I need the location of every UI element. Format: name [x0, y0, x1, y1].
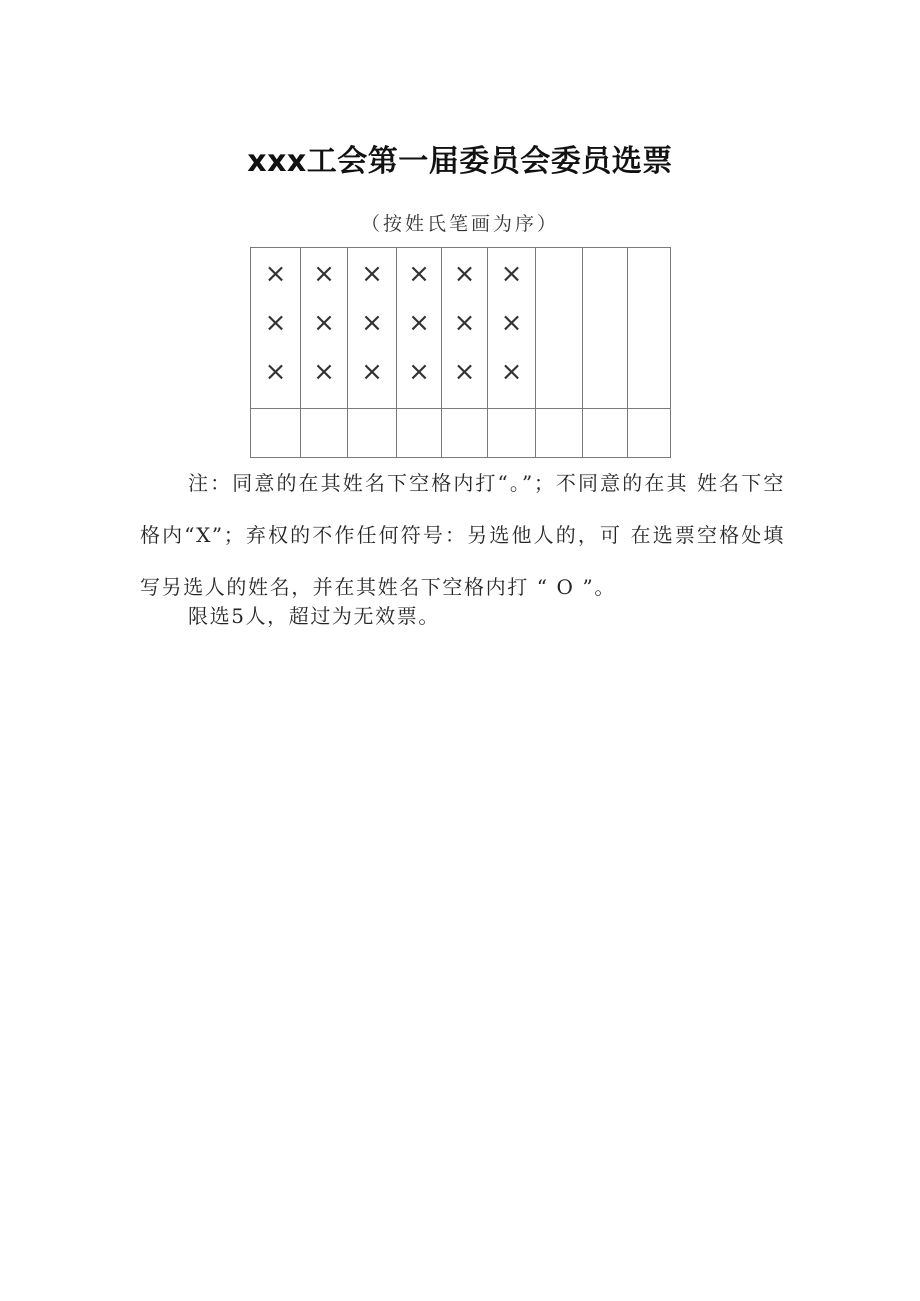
candidate-cell[interactable]	[442, 248, 488, 409]
name-placeholder: ×	[264, 357, 287, 387]
name-placeholder: ×	[453, 308, 476, 338]
write-in-name-cell[interactable]	[628, 248, 671, 409]
vote-mark-cell[interactable]	[442, 409, 488, 458]
ballot-table	[250, 247, 671, 458]
name-placeholder: ×	[453, 357, 476, 387]
candidate-cell[interactable]	[488, 248, 536, 409]
candidate-cell[interactable]	[348, 248, 397, 409]
name-placeholder: ×	[500, 308, 523, 338]
candidate-name-row	[251, 248, 671, 409]
voting-instructions: 注：同意的在其姓名下空格内打“。”；不同意的在其 姓名下空格内“X”；弃权的不作任何符号：另选他人的，可 在选票空格处填写另选人的姓名，并在其姓名下空格内打 “ O ”。	[140, 471, 785, 599]
vote-mark-cell[interactable]	[348, 409, 397, 458]
document-title: xxx工会第一届委员会委员选票	[247, 144, 673, 179]
name-placeholder: ×	[408, 357, 430, 387]
vote-mark-cell[interactable]	[397, 409, 442, 458]
name-placeholder: ×	[361, 357, 383, 387]
vote-mark-cell[interactable]	[488, 409, 536, 458]
vote-mark-cell[interactable]	[536, 409, 583, 458]
selection-limit-note: 限选5人，超过为无效票。	[188, 604, 440, 628]
vote-mark-row	[251, 409, 671, 458]
name-placeholder: ×	[453, 259, 476, 289]
name-placeholder: ×	[313, 357, 335, 387]
candidate-cell[interactable]	[251, 248, 301, 409]
vote-mark-cell[interactable]	[583, 409, 628, 458]
vote-mark-cell[interactable]	[628, 409, 671, 458]
candidate-cell[interactable]	[301, 248, 348, 409]
name-placeholder: ×	[264, 259, 287, 289]
candidate-cell[interactable]	[397, 248, 442, 409]
name-placeholder: ×	[500, 259, 523, 289]
write-in-name-cell[interactable]	[536, 248, 583, 409]
document-subtitle: （按姓氏笔画为序）	[360, 213, 559, 235]
name-placeholder: ×	[500, 357, 523, 387]
name-placeholder: ×	[361, 308, 383, 338]
name-placeholder: ×	[313, 259, 335, 289]
name-placeholder: ×	[408, 259, 430, 289]
name-placeholder: ×	[313, 308, 335, 338]
name-placeholder: ×	[264, 308, 287, 338]
vote-mark-cell[interactable]	[301, 409, 348, 458]
name-placeholder: ×	[361, 259, 383, 289]
write-in-name-cell[interactable]	[583, 248, 628, 409]
name-placeholder: ×	[408, 308, 430, 338]
vote-mark-cell[interactable]	[251, 409, 301, 458]
